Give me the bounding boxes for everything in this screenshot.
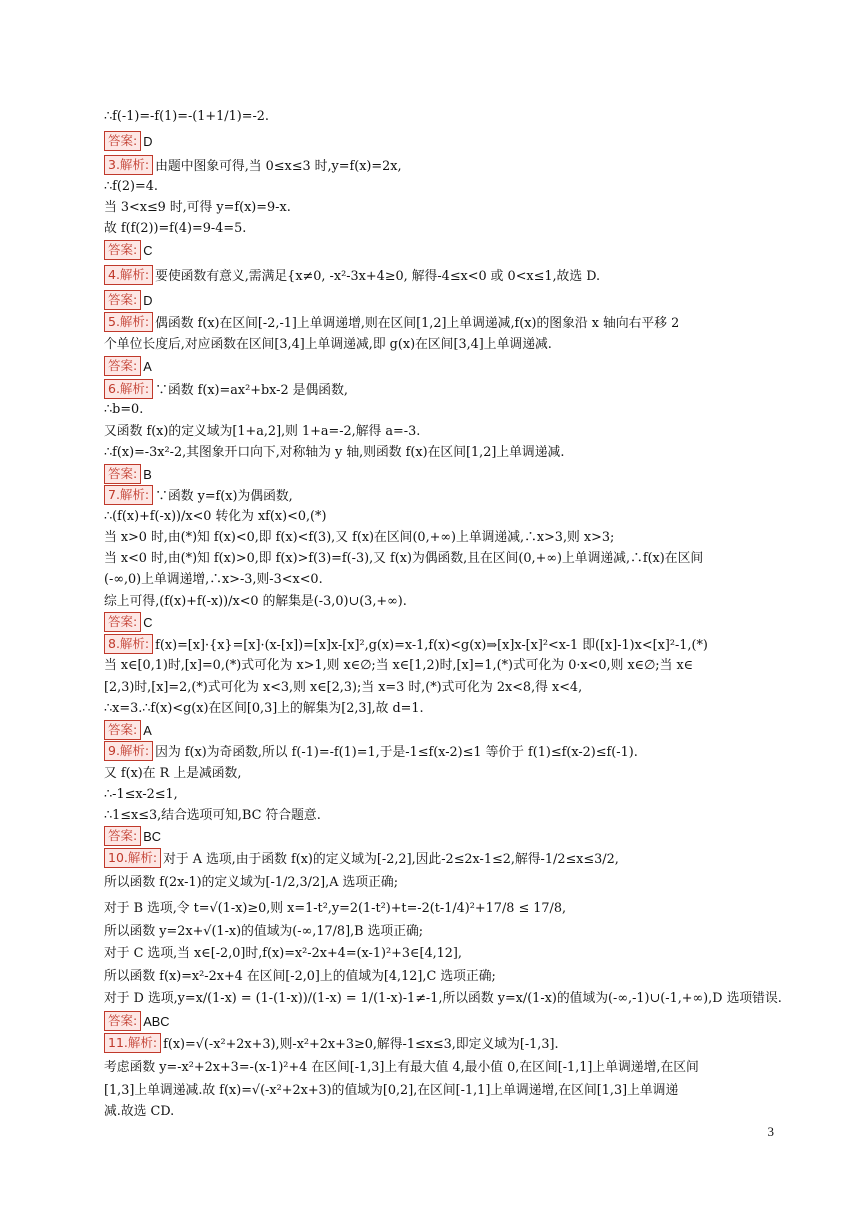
line-text: 所以函数 y=2x+√(1-x)的值域为(-∞,17/8],B 选项正确; [104,924,424,939]
text-line [104,805,784,827]
line-text: 当 x<0 时,由(*)知 f(x)>0,即 f(x)>f(3)=f(-3),又 f(x)为偶函数,且在区间(0,+∞)上单调递减,∴f(x)在区间 [104,551,704,566]
line-text: ∵函数 f(x)=ax²+bx-2 是偶函数, [155,383,348,398]
text-line [104,1057,784,1079]
line-text: 综上可得,(f(x)+f(-x))/x<0 的解集是(-3,0)∪(3,+∞). [104,594,407,609]
line-text: ∴(f(x)+f(-x))/x<0 转化为 xf(x)<0,(*) [104,509,327,524]
line-text: 又 f(x)在 R 上是减函数, [104,766,242,781]
text-line [104,943,784,965]
line-text: 又函数 f(x)的定义域为[1+a,2],则 1+a=-2,解得 a=-3. [104,424,421,439]
text-line [104,591,784,613]
solution-start-line [104,741,784,763]
solution-label: 6.解析: [104,379,153,399]
answer-line [104,240,784,262]
solution-start-line [104,485,784,507]
answer-line [104,464,784,486]
text-line [104,1101,784,1123]
answer-line [104,290,784,312]
answer-label: 答案: [104,131,141,151]
solution-label: 8.解析: [104,634,153,654]
answer-line [104,612,784,634]
text-line [104,334,784,356]
line-text: [2,3)时,[x]=2,(*)式可化为 x<3,则 x∈[2,3);当 x=3 时,(*)式可化为 2x<8,得 x<4, [104,680,583,695]
answer-value: B [143,467,152,482]
answer-label: 答案: [104,720,141,740]
line-text: ∴x=3.∴f(x)<g(x)在区间[0,3]上的解集为[2,3],故 d=1. [104,701,424,716]
line-text: 所以函数 f(2x-1)的定义域为[-1/2,3/2],A 选项正确; [104,875,399,890]
answer-label: 答案: [104,1011,141,1031]
solution-start-line [104,1033,784,1055]
text-line [104,677,784,699]
solution-start-line [104,634,784,656]
line-text: ∴1≤x≤3,结合选项可知,BC 符合题意. [104,808,321,823]
line-text: 要使函数有意义,需满足{x≠0, -x²-3x+4≥0, 解得-4≤x<0 或 0<x≤1,故选 D. [155,269,601,284]
answer-label: 答案: [104,290,141,310]
text-line [104,988,784,1010]
line-text: 个单位长度后,对应函数在区间[3,4]上单调递减,即 g(x)在区间[3,4]上单调递减. [104,337,552,352]
answer-label: 答案: [104,356,141,376]
line-text: ∴-1≤x-2≤1, [104,787,178,802]
answer-value: A [143,723,152,738]
answer-label: 答案: [104,464,141,484]
line-text: [1,3]上单调递减.故 f(x)=√(-x²+2x+3)的值域为[0,2],在区间[-1,1]上单调递增,在区间[1,3]上单调递 [104,1083,679,1098]
text-line [104,106,784,128]
line-text: 当 x>0 时,由(*)知 f(x)<0,即 f(x)<f(3),又 f(x)在区间(0,+∞)上单调递减,∴x>3,则 x>3; [104,530,615,545]
text-line [104,197,784,219]
line-text: 对于 B 选项,令 t=√(1-x)≥0,则 x=1-t²,y=2(1-t²)+t=-2(t-1/4)²+17/8 ≤ 17/8, [104,901,567,916]
solution-label: 4.解析: [104,265,153,285]
answer-label: 答案: [104,240,141,260]
text-line [104,655,784,677]
solution-label: 10.解析: [104,848,161,868]
line-text: 由题中图象可得,当 0≤x≤3 时,y=f(x)=2x, [155,159,402,174]
answer-line [104,720,784,742]
text-line [104,872,784,894]
answer-line [104,826,784,848]
text-line [104,698,784,720]
answer-value: C [143,243,153,258]
line-text: ∴f(-1)=-f(1)=-(1+1/1)=-2. [104,109,269,124]
solution-label: 5.解析: [104,312,153,332]
text-line [104,442,784,464]
line-text: f(x)=[x]·{x}=[x]·(x-[x])=[x]x-[x]²,g(x)=x-1,f(x)<g(x)⇒[x]x-[x]²<x-1 即([x]-1)x<[x]²-1,(*) [155,638,708,653]
text-line [104,966,784,988]
answer-value: A [143,359,152,374]
line-text: ∴f(2)=4. [104,179,158,194]
line-text: (-∞,0)上单调递增,∴x>-3,则-3<x<0. [104,572,323,587]
text-line [104,548,784,570]
line-text: 对于 C 选项,当 x∈[-2,0]时,f(x)=x²-2x+4=(x-1)²+3∈[4,12], [104,946,462,961]
solution-label: 7.解析: [104,485,153,505]
solution-start-line [104,265,784,287]
answer-label: 答案: [104,612,141,632]
answer-value: D [143,293,153,308]
line-text: 考虑函数 y=-x²+2x+3=-(x-1)²+4 在区间[-1,3]上有最大值 4,最小值 0,在区间[-1,1]上单调递增,在区间 [104,1060,699,1075]
text-line [104,527,784,549]
line-text: 所以函数 f(x)=x²-2x+4 在区间[-2,0]上的值域为[4,12],C 选项正确; [104,969,496,984]
answer-label: 答案: [104,826,141,846]
line-text: ∴b=0. [104,402,144,417]
solution-label: 3.解析: [104,155,153,175]
answer-value: ABC [143,1014,170,1029]
solution-start-line [104,379,784,401]
solution-label: 9.解析: [104,741,153,761]
line-text: 减.故选 CD. [104,1104,175,1119]
line-text: ∴f(x)=-3x²-2,其图象开口向下,对称轴为 y 轴,则函数 f(x)在区间[1,2]上单调递减. [104,445,565,460]
text-line [104,218,784,240]
page-number: 3 [767,1124,774,1139]
text-line [104,176,784,198]
text-line [104,784,784,806]
line-text: 当 3<x≤9 时,可得 y=f(x)=9-x. [104,200,291,215]
text-line [104,1080,784,1102]
line-text: 因为 f(x)为奇函数,所以 f(-1)=-f(1)=1,于是-1≤f(x-2)≤1 等价于 f(1)≤f(x-2)≤f(-1). [155,745,638,760]
solution-start-line [104,312,784,334]
solution-label: 11.解析: [104,1033,161,1053]
line-text: 对于 A 选项,由于函数 f(x)的定义域为[-2,2],因此-2≤2x-1≤2,解得-1/2≤x≤3/2, [163,852,619,867]
text-line [104,399,784,421]
text-line [104,763,784,785]
solution-start-line [104,848,784,870]
line-text: 对于 D 选项,y=x/(1-x) = (1-(1-x))/(1-x) = 1/(1-x)-1≠-1,所以函数 y=x/(1-x)的值域为(-∞,-1)∪(-1,+∞),D 选项错误. [104,991,782,1006]
line-text: 偶函数 f(x)在区间[-2,-1]上单调递增,则在区间[1,2]上单调递减,f(x)的图象沿 x 轴向右平移 2 [155,316,680,331]
answer-line [104,1011,784,1033]
answer-value: BC [143,829,161,844]
answer-line [104,356,784,378]
line-text: 故 f(f(2))=f(4)=9-4=5. [104,221,247,236]
text-line [104,421,784,443]
text-line [104,898,784,920]
solution-start-line [104,155,784,177]
line-text: f(x)=√(-x²+2x+3),则-x²+2x+3≥0,解得-1≤x≤3,即定义域为[-1,3]. [163,1037,559,1052]
answer-line [104,131,784,153]
line-text: ∵函数 y=f(x)为偶函数, [155,489,293,504]
answer-value: D [143,134,153,149]
line-text: 当 x∈[0,1)时,[x]=0,(*)式可化为 x>1,则 x∈∅;当 x∈[1,2)时,[x]=1,(*)式可化为 0·x<0,则 x∈∅;当 x∈ [104,658,694,673]
text-line [104,921,784,943]
text-line [104,506,784,528]
text-line [104,569,784,591]
answer-value: C [143,615,153,630]
